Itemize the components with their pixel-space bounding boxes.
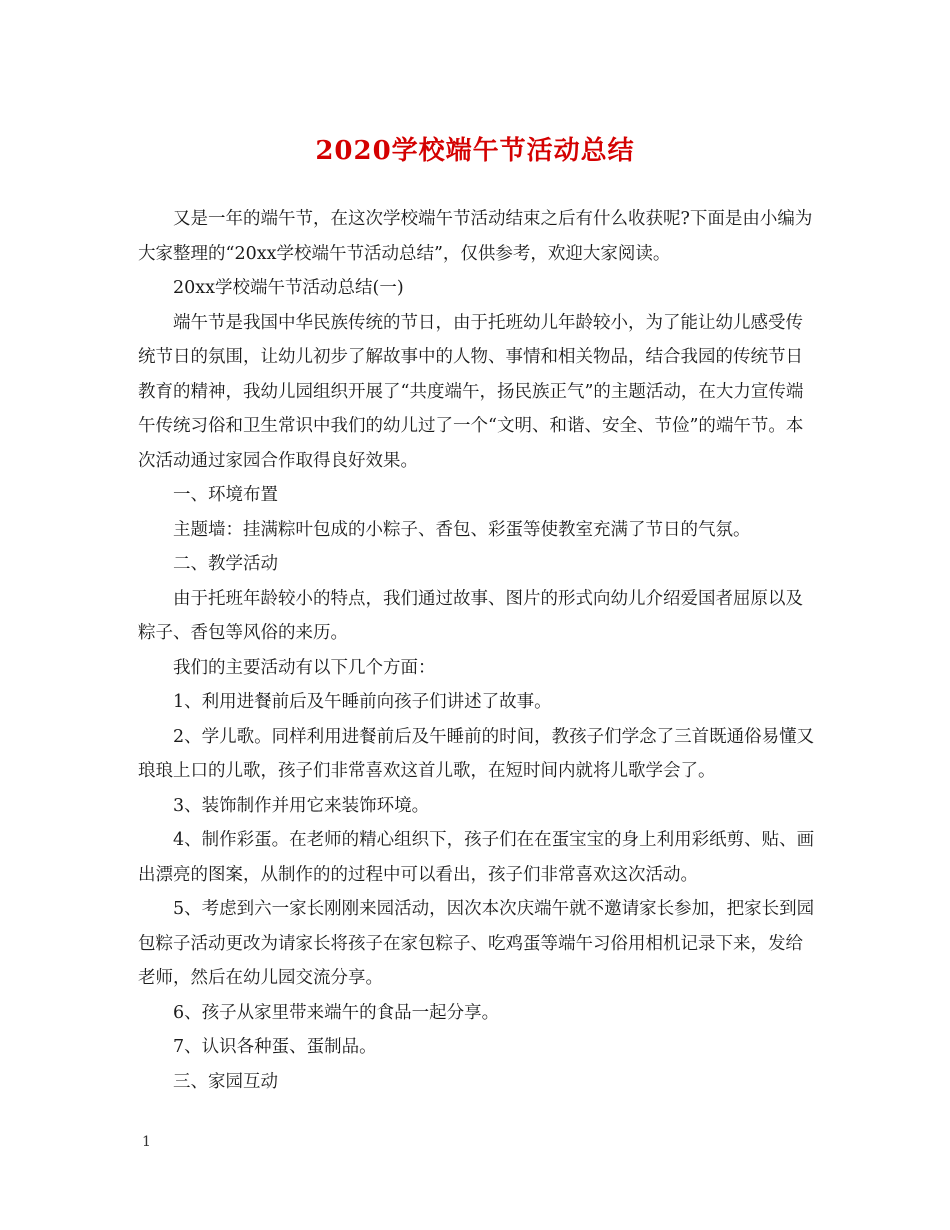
list-item-7: 7、认识各种蛋、蛋制品。 xyxy=(173,1037,377,1057)
paragraph-intro: 又是一年的端午节，在这次学校端午节活动结束之后有什么收获呢?下面是由小编为大家整理的“20xx学校端午节活动总结”，仅供参考，欢迎大家阅读。 xyxy=(138,209,813,264)
section-heading-home-school: 三、家园互动 xyxy=(173,1071,278,1092)
list-item-1: 1、利用进餐前后及午睡前向孩子们讲述了故事。 xyxy=(173,692,552,712)
document-body xyxy=(138,202,818,1099)
list-item-6: 6、孩子从家里带来端午的食品一起分享。 xyxy=(173,1002,500,1023)
section-heading-environment: 一、环境布置 xyxy=(173,485,278,505)
list-item-5: 5、考虑到六一家长刚刚来园活动，因次本次庆端午就不邀请家长参加，把家长到园包粽子活动更改为请家长将孩子在家包粽子、吃鸡蛋等端午习俗用相机记录下来，发给老师，然后在幼儿园交流分享。 xyxy=(138,899,815,988)
paragraph-theme-wall: 主题墙：挂满粽叶包成的小粽子、香包、彩蛋等使教室充满了节日的气氛。 xyxy=(173,519,751,540)
page-number: 1 xyxy=(142,1134,151,1150)
list-item-3: 3、装饰制作并用它来装饰环境。 xyxy=(173,795,430,816)
document-title: 2020学校端午节活动总结 xyxy=(315,136,635,166)
section-heading-summary-one: 20xx学校端午节活动总结(一) xyxy=(173,278,404,298)
paragraph-activities-intro: 我们的主要活动有以下几个方面： xyxy=(173,657,436,678)
list-item-4: 4、制作彩蛋。在老师的精心组织下，孩子们在在蛋宝宝的身上利用彩纸剪、贴、画出漂亮的图案，从制作的的过程中可以看出，孩子们非常喜欢这次活动。 xyxy=(138,830,815,885)
section-heading-teaching: 二、教学活动 xyxy=(173,554,278,574)
list-item-2: 2、学儿歌。同样利用进餐前后及午睡前的时间，教孩子们学念了三首既通俗易懂又琅琅上口的儿歌，孩子们非常喜欢这首儿歌，在短时间内就将儿歌学会了。 xyxy=(138,726,815,781)
paragraph-teaching-method: 由于托班年龄较小的特点，我们通过故事、图片的形式向幼儿介绍爱国者屈原以及粽子、香包等风俗的来历。 xyxy=(138,588,803,643)
paragraph-background: 端午节是我国中华民族传统的节日，由于托班幼儿年龄较小，为了能让幼儿感受传统节日的氛围，让幼儿初步了解故事中的人物、事情和相关物品，结合我园的传统节日教育的精神，我幼儿园组织开展了“共度端午，扬民族正气”的主题活动，在大力宣传端午传统习俗和卫生常识中我们的幼儿过了一个“文明、和谐、安全、节俭”的端午节。本次活动通过家园合作取得良好效果。 xyxy=(138,312,804,471)
